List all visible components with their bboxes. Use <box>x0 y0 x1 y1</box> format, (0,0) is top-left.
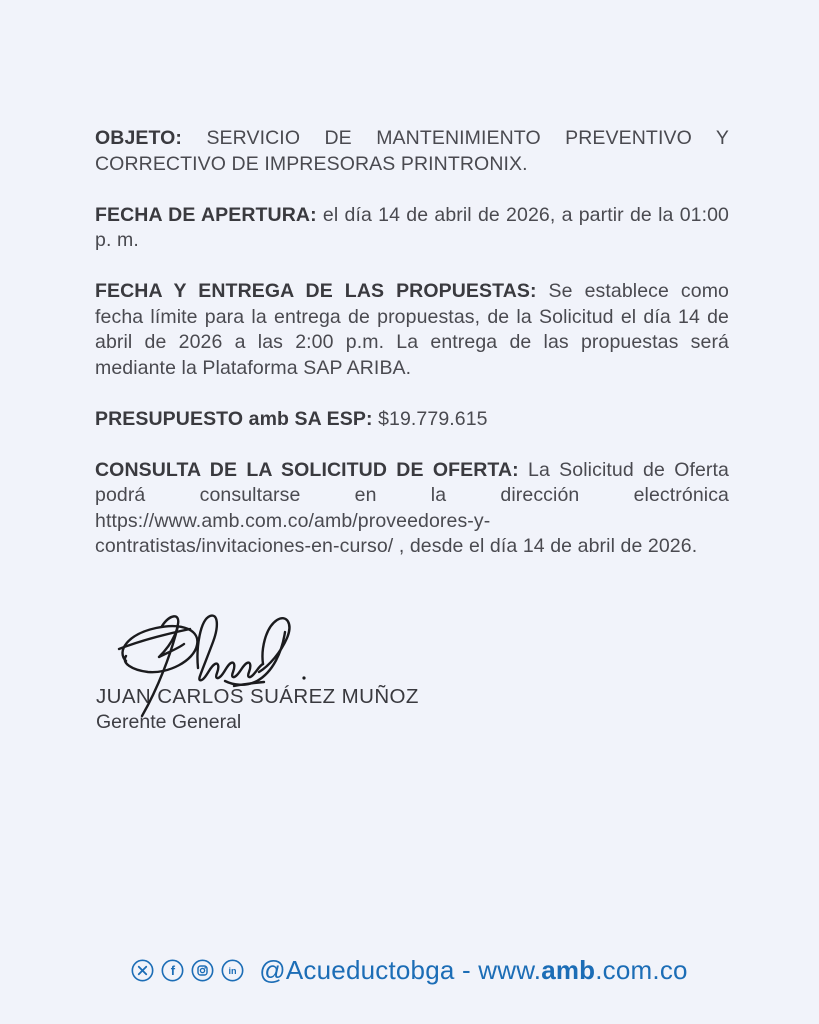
footer-separator: - <box>454 954 479 985</box>
fecha-entrega-label: FECHA Y ENTREGA DE LAS PROPUESTAS: <box>95 280 537 302</box>
website-url-prefix: www. <box>478 954 542 985</box>
consulta-url-line2: contratistas/invitaciones-en-curso/ <box>95 535 394 557</box>
presupuesto-label: PRESUPUESTO amb SA ESP: <box>95 407 373 430</box>
fecha-entrega-text: Se establece como fecha límite para la entrega de propuestas, de la Solicitud el día 14 de abril de 2026 a las 2:00 p.m. La entrega de las propuestas será mediante la Plataforma SAP ARIBA. <box>95 280 729 379</box>
objeto-text: SERVICIO DE MANTENIMIENTO PREVENTIVO Y CORRECTIVO DE IMPRESORAS PRINTRONIX. <box>95 127 729 175</box>
signature-dot <box>302 676 305 679</box>
footer-text <box>259 955 687 986</box>
document-body <box>95 126 729 585</box>
objeto-label: OBJETO: <box>95 127 183 149</box>
signer-name: JUAN CARLOS SUÁREZ MUÑOZ <box>96 685 419 708</box>
signature-cursive-humps <box>198 616 264 681</box>
fecha-apertura-label: FECHA DE APERTURA: <box>95 203 317 226</box>
linkedin-icon <box>221 959 244 982</box>
instagram-icon <box>191 959 214 982</box>
website-url-brand: amb <box>541 954 596 985</box>
handwritten-signature <box>112 604 332 722</box>
footer <box>0 948 819 992</box>
website-url-suffix: .com.co <box>595 954 688 985</box>
fecha-apertura-text: el día 14 de abril de 2026, a partir de la 01:00 p. m. <box>95 203 729 251</box>
facebook-icon <box>161 959 184 982</box>
social-handle: @Acueductobga <box>259 954 455 985</box>
linkedin-glyph: in <box>228 965 237 976</box>
x-social-icon <box>131 959 154 982</box>
paragraph-presupuesto <box>95 407 729 433</box>
paragraph-fecha-apertura <box>95 203 729 254</box>
facebook-glyph: f <box>171 962 176 978</box>
paragraph-consulta <box>95 458 729 560</box>
paragraph-fecha-entrega <box>95 279 729 381</box>
signature-oval-stroke <box>123 626 198 672</box>
signer-title: Gerente General <box>96 711 242 733</box>
consulta-text: La Solicitud de Oferta podrá consultarse en la dirección electrónica <box>95 458 729 506</box>
signature-underline-dash <box>234 682 264 686</box>
consulta-text-after: , desde el día 14 de abril de 2026. <box>398 535 698 557</box>
consulta-label: CONSULTA DE LA SOLICITUD DE OFERTA: <box>95 458 519 481</box>
paragraph-objeto <box>95 126 729 177</box>
presupuesto-value: $19.779.615 <box>378 407 488 430</box>
consulta-url-line1: https://www.amb.com.co/amb/proveedores-y- <box>95 509 491 532</box>
